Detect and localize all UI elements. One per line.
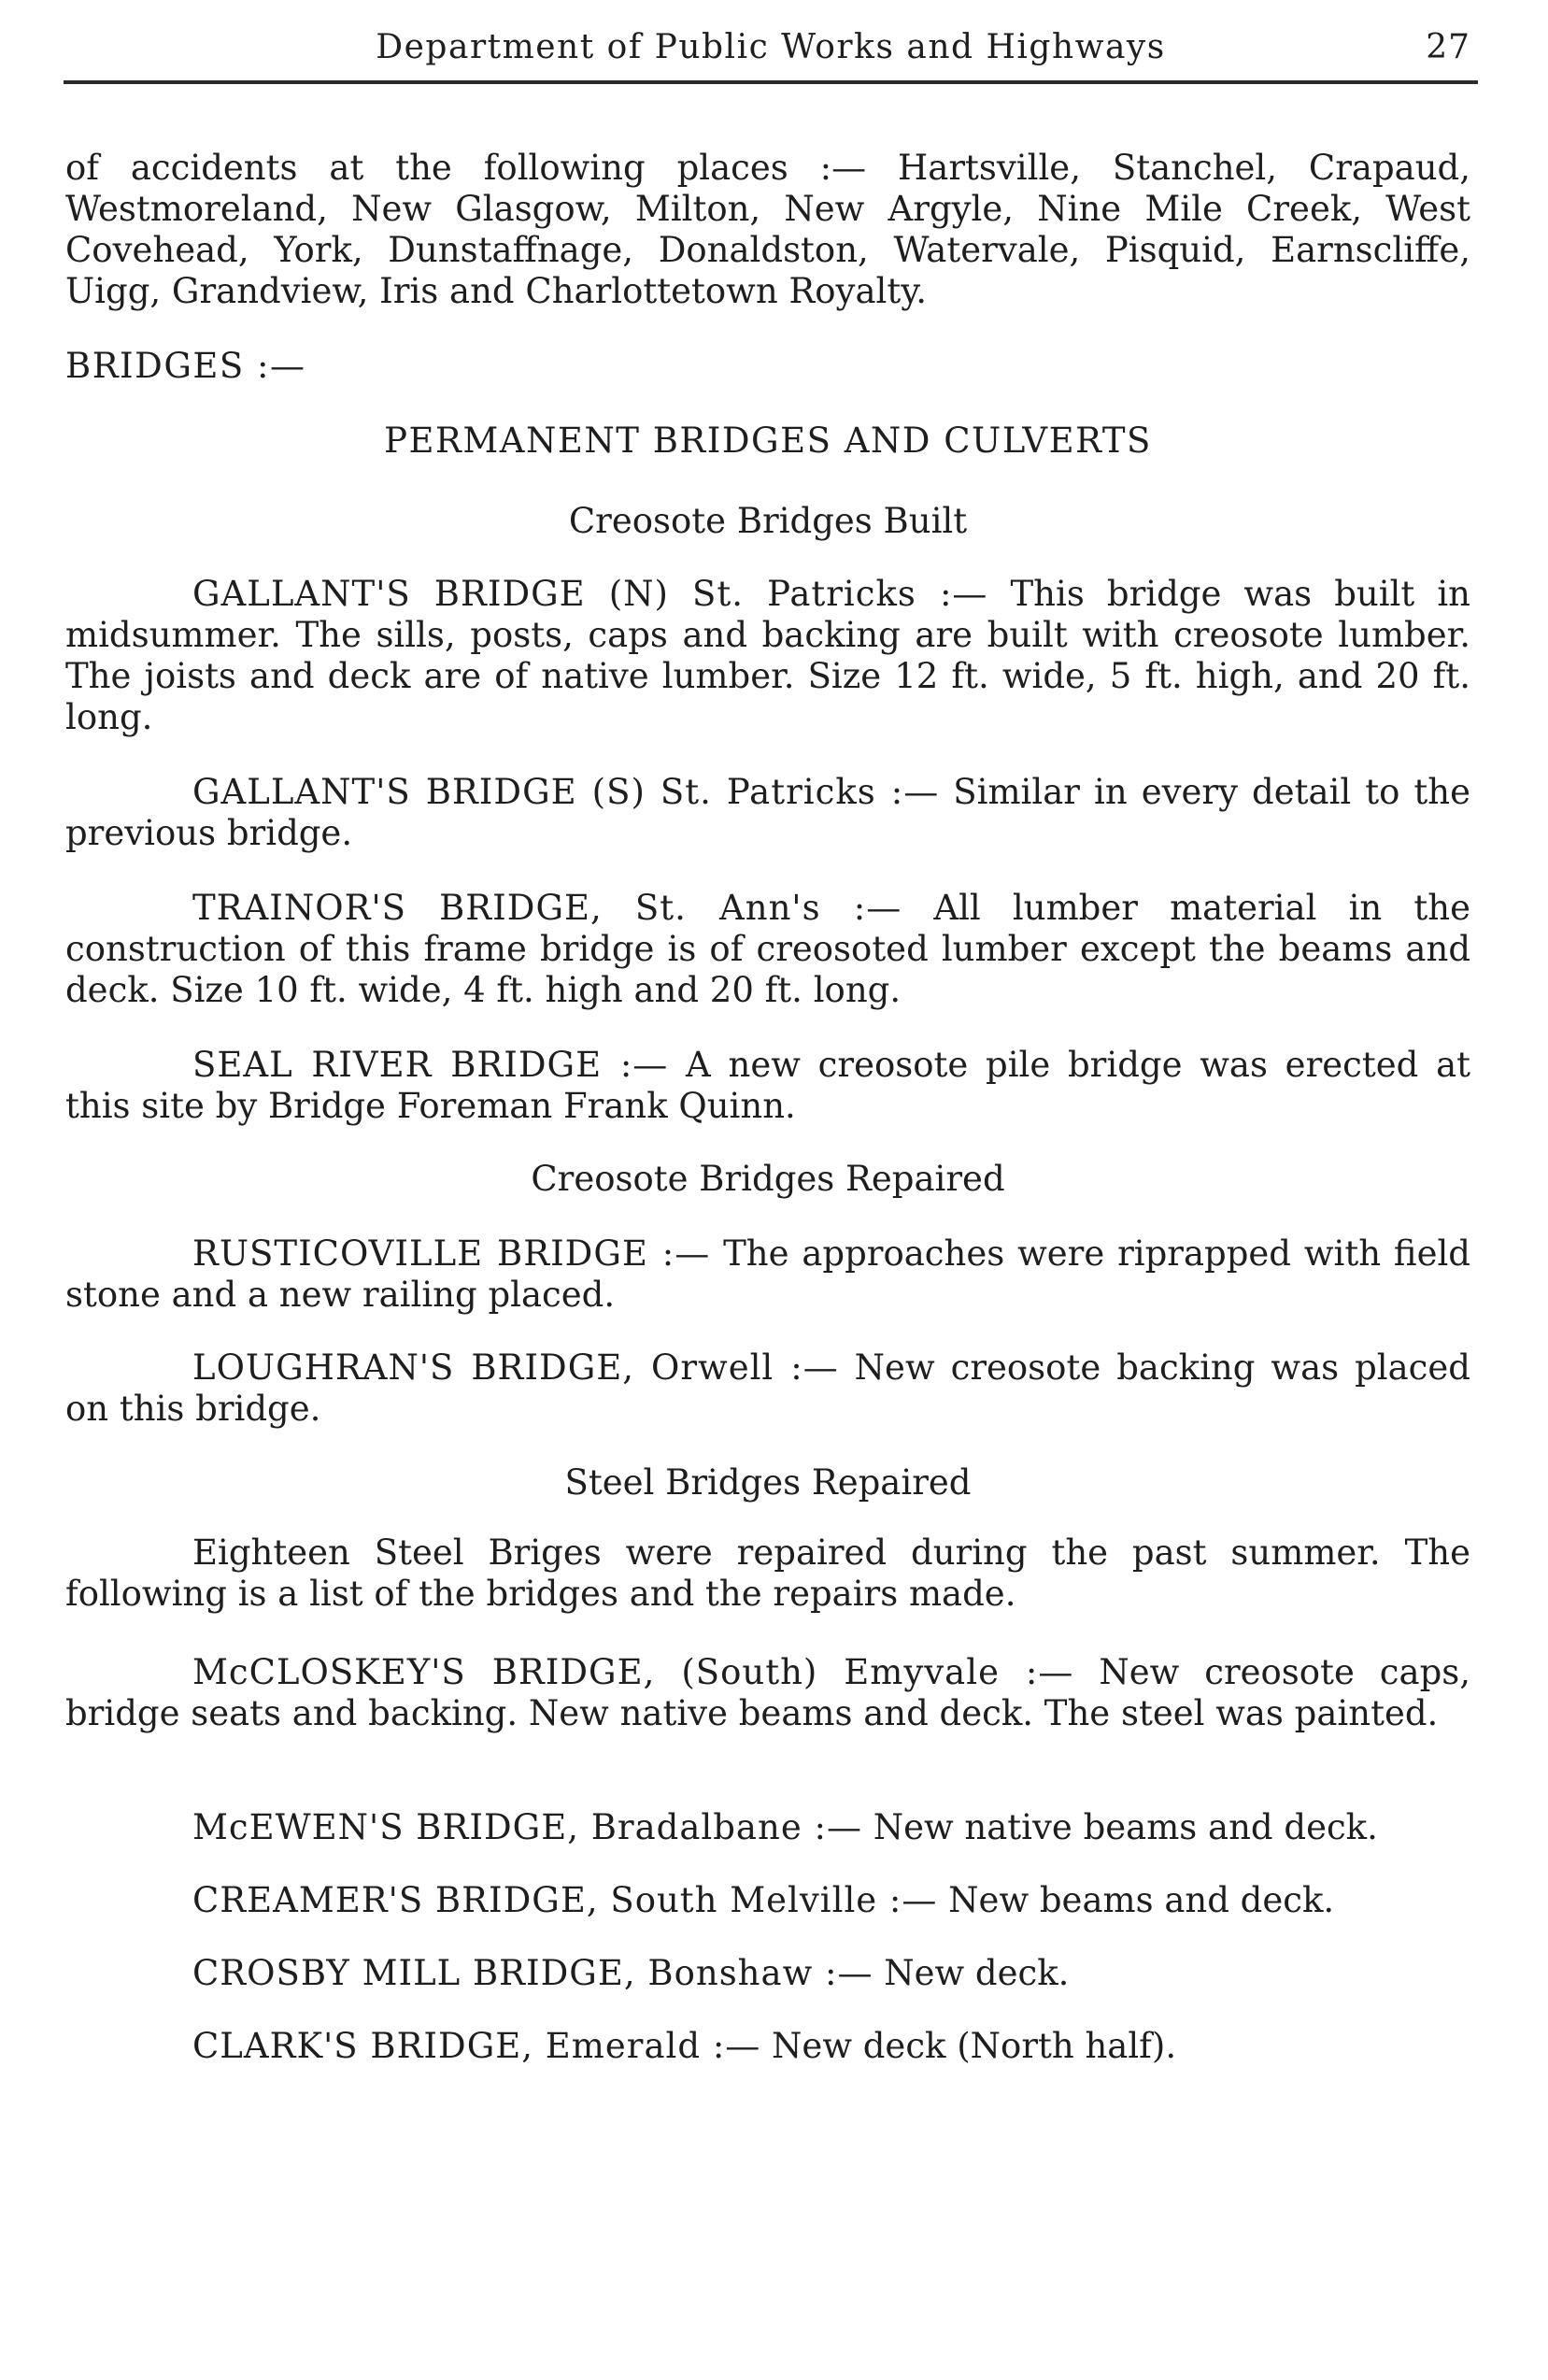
bridge-name: GALLANT'S BRIDGE (N) St. Patricks :— [192,574,988,614]
bridge-name: TRAINOR'S BRIDGE, St. Ann's :— [192,888,902,928]
bridge-name: SEAL RIVER BRIDGE :— [192,1045,669,1085]
subheading-creosote-repaired: Creosote Bridges Repaired [531,1159,1005,1199]
steel-intro: Eighteen Steel Briges were repaired during the past summer. The following is a list of the bridges and the repairs made. [65,1532,1470,1614]
bridge-description: New creosote caps, bridge seats and backing. New native beams and deck. The steel was painted. [65,1652,1470,1733]
bridge-entry [65,888,1470,1011]
bridge-description: New creosote backing was placed on this bridge. [65,1347,1470,1429]
bridge-description: New deck (North half). [760,2026,1177,2066]
steel-intro-block [65,1532,1470,1615]
intro-paragraph: of accidents at the following places :— Hartsville, Stanchel, Crapaud, Westmoreland, New Glasgow, Milton, New Argyle, Nine Mile Creek, West Covehead, York, Dunstaffnage, Donaldston, Watervale, Pisquid, Earnscliffe, Uigg, Grandview, Iris and Charlottetown Royalty. [65,148,1470,311]
bridge-entry [65,574,1470,738]
bridge-description: New native beams and deck. [861,1807,1378,1847]
bridge-description: Similar in every detail to the previous bridge. [65,772,1470,853]
bridge-description: New deck. [873,1953,1070,1993]
bridge-name: CROSBY MILL BRIDGE, Bonshaw :— [192,1953,873,1993]
bridge-name: McEWEN'S BRIDGE, Bradalbane :— [192,1807,862,1847]
bridge-description: All lumber material in the construction of this frame bridge is of creosoted lumber except the beams and deck. Size 10 ft. wide, 4 ft. high and 20 ft. long. [65,888,1470,1010]
bridge-entry [65,2026,1470,2067]
section-label-block [65,346,1470,387]
bridge-entry [65,1045,1470,1127]
bridge-description: New beams and deck. [937,1880,1335,1920]
bridge-name: CREAMER'S BRIDGE, South Melville :— [192,1880,938,1920]
main-heading: PERMANENT BRIDGES AND CULVERTS [384,420,1152,461]
subheading-creosote-built: Creosote Bridges Built [568,501,968,541]
subheading-steel-repaired: Steel Bridges Repaired [564,1462,972,1503]
bridge-entry [65,772,1470,854]
bridge-entry [65,1880,1470,1921]
section-label: BRIDGES :— [65,346,306,386]
bridge-description: A new creosote pile bridge was erected at this site by Bridge Foreman Frank Quinn. [65,1045,1470,1126]
bridge-entry [65,1652,1470,1734]
header-title: Department of Public Works and Highways [376,28,1166,66]
page-number: 27 [1426,28,1470,66]
bridge-description: The approaches were riprapped with field stone and a new railing placed. [65,1233,1470,1315]
bridge-entry [65,1233,1470,1316]
bridge-name: McCLOSKEY'S BRIDGE, (South) Emyvale :— [192,1652,1074,1692]
running-header [64,22,1478,84]
bridge-name: GALLANT'S BRIDGE (S) St. Patricks :— [192,772,940,812]
bridge-entry [65,1953,1470,1994]
bridge-entry [65,1347,1470,1430]
bridge-name: CLARK'S BRIDGE, Emerald :— [192,2026,761,2066]
bridge-description: This bridge was built in midsummer. The sills, posts, caps and backing are built with creosote lumber. The joists and deck are of native lumber. Size 12 ft. wide, 5 ft. high, and 20 ft. long. [65,574,1470,737]
bridge-name: LOUGHRAN'S BRIDGE, Orwell :— [192,1347,839,1388]
bridge-entry [65,1807,1470,1848]
intro-paragraph-block [65,148,1470,312]
bridge-name: RUSTICOVILLE BRIDGE :— [192,1233,711,1274]
